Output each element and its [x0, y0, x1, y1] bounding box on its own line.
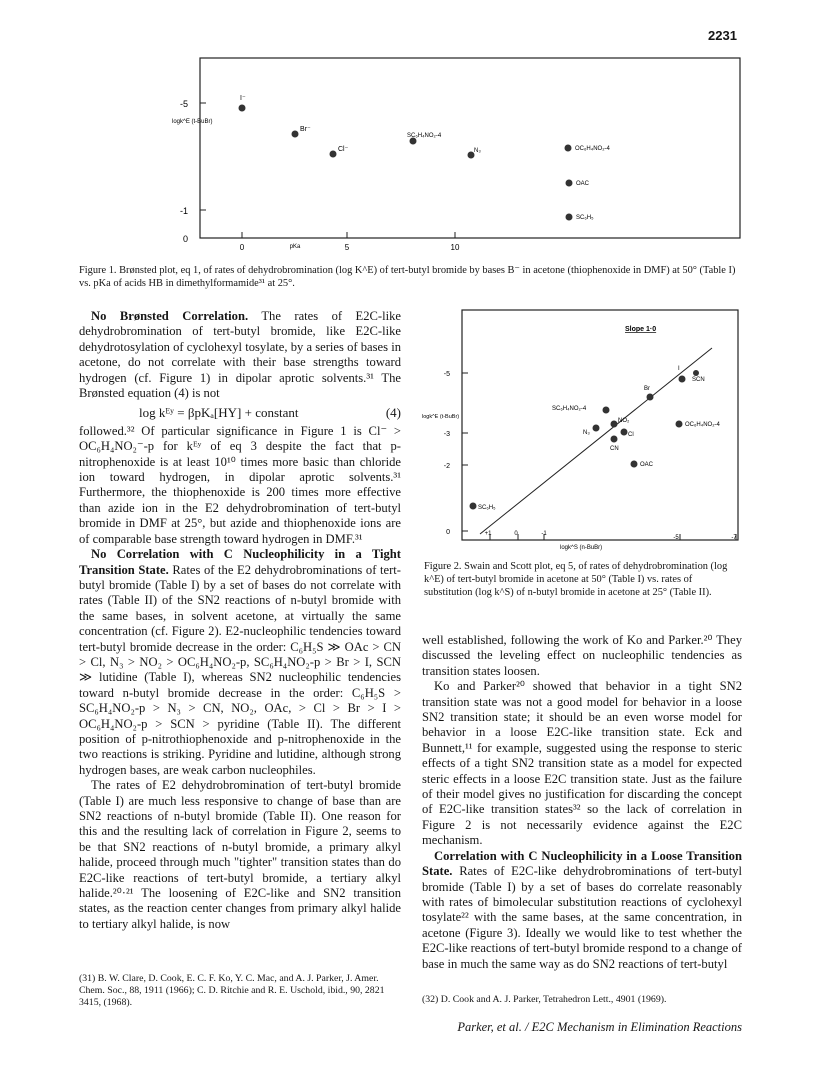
fig1-point [239, 95, 246, 112]
right-column [422, 633, 742, 972]
fig2-point [611, 418, 631, 428]
figure1-caption: Figure 1. Brønsted plot, eq 1, of rates of dehydrobromination (log K^E) of tert-butyl bromide by bases B⁻ in acetone (thiophenoxide in DMF) at 50° (Table I) vs. pKa of acids HB in dimethylformamide³¹ at 25°. [79, 265, 736, 289]
paragraph: The rates of E2 dehydrobromination of tert-butyl bromide (Table I) are much less responsive to change of base than are SN2 reactions of n-butyl bromide (Table II). One reason for this and the resulting lack of correlation in Figure 2, seems to be that SN2 reactions of n-butyl bromide, a primary alkyl halide, proceed through much "tighter" transition states than do E2C-like reactions of tert-butyl bromide, a tertiary alkyl halide.²⁰·²¹ The loosening of E2C-like and SN2 transition states, as the reaction center changes from primary alkyl halide to tertiary alkyl halide, is now [79, 778, 401, 931]
paragraph: Rates of the E2 dehydrobrominations of tert-butyl bromide (Table I) by a set of bases do not correlate with rates (Table II) of the SN2 reactions of n-butyl bromide with the same bases, in solvent acetone, at virtually the same concentration (cf. Figure 2). E2-nucleophilic tendencies toward tert-butyl bromide decrease in the order: C₆H₅S ≫ OAc > CN > Cl, N₃ > NO₂ > OC₆H₄NO₂-p, SC₆H₄NO₂-p > Br > I, SCN ≫ lutidine (Table I), whereas SN2 nucleophilic tendencies toward n-butyl bromide decrease in the order: C₆H₅S > SC₆H₄NO₂-p > N₃ > CN, NO₂, OAc, > Cl > Br > I > OC₆H₄NO₂-p > SCN > pyridine (Table II). The different position of p-nitrothiophenoxide and p-nitrophenoxide in the two reactions is striking. Pyridine and lutidine, although strong hydrogen bases, are weak carbon nucleophiles. [79, 562, 401, 777]
equation-text: log kᴱʸ = βpKₐ[HY] + constant [139, 405, 299, 421]
fig2-point [692, 370, 705, 383]
fig2-slope-label: Slope 1·0 [625, 326, 657, 333]
svg-text:Br⁻: Br⁻ [300, 126, 311, 133]
svg-text:OC₆H₄NO₂-4: OC₆H₄NO₂-4 [685, 422, 720, 428]
svg-text:OAC: OAC [640, 462, 654, 468]
fig1-point [565, 145, 611, 153]
figure1-plot [170, 52, 750, 257]
fig1-point [566, 180, 590, 188]
svg-text:SCN: SCN [692, 377, 705, 383]
section-heading: No Brønsted Correlation. [91, 309, 249, 323]
footnote-31: (31) B. W. Clare, D. Cook, E. C. F. Ko, Y. C. Mac, and A. J. Parker, J. Amer. Chem. Soc., 88, 1911 (1966); C. D. Ritchie and R. E. Uschold, ibid., 90, 2821 3415, (1968). [79, 973, 385, 1008]
fig1-ytick: -1 [179, 206, 188, 216]
fig2-ytick: -5 [443, 371, 450, 378]
fig2-xtick: 0 [514, 531, 518, 537]
figure2-caption: Figure 2. Swain and Scott plot, eq 5, of rates of dehydrobromination (log k^E) of tert-butyl bromide in acetone at 50° (Table I) vs. rates of substitution (log k^S) of n-butyl bromide in acetone at 25° (Table II). [424, 561, 728, 598]
fig1-point [566, 214, 595, 222]
section-heading: Correlation with C Nucleophilicity in a Loose Transition State. [422, 848, 742, 879]
fig2-point [644, 386, 654, 401]
footnote-32: (32) D. Cook and A. J. Parker, Tetrahedron Lett., 4901 (1969). [422, 994, 667, 1005]
fig1-point [468, 148, 482, 159]
fig1-ylabel: logk^E (t-BuBr) [172, 119, 213, 125]
fig2-ytick: -2 [443, 463, 450, 470]
fig2-xtick: -1 [541, 531, 547, 537]
equation-4 [79, 401, 401, 423]
svg-text:OC₆H₄NO₂-4: OC₆H₄NO₂-4 [575, 146, 610, 152]
paragraph: well established, following the work of Ko and Parker.²⁰ They discussed the leveling effect on nucleophilic tendencies as transition states loosen. [422, 633, 742, 678]
fig1-ytick: 0 [182, 234, 188, 244]
fig2-xtick: -5 [673, 535, 679, 541]
fig2-point [610, 436, 619, 453]
equation-number: (4) [385, 405, 401, 421]
fig1-xtick: 0 [239, 243, 245, 252]
svg-text:SC₆H₅: SC₆H₅ [576, 215, 594, 221]
section-heading: No Correlation with C Nucleophilicity in a Tight Transition State. [79, 547, 401, 577]
svg-text:SC₆H₄NO₂-4: SC₆H₄NO₂-4 [407, 133, 442, 139]
svg-text:N₃: N₃ [583, 430, 590, 436]
paragraph: Rates of E2C-like dehydrobrominations of tert-butyl bromide (Table I) by a set of bases do correlate reasonably with rates of bimolecular substitution reactions of cyclohexyl tosylate²² with the same bases, at the same concentration, in acetone (Figure 3). Ideally we would like to test whether the E2C-like reactions of tert-butyl bromide respond to a change of base in much the same way as do SN2 reactions of tert-butyl [422, 864, 742, 971]
fig2-point [621, 429, 634, 439]
fig2-point [676, 421, 721, 429]
svg-text:Br: Br [644, 386, 650, 392]
fig2-ylabel: logk^E (t-BuBr) [422, 414, 460, 420]
svg-text:Cl⁻: Cl⁻ [338, 146, 349, 153]
fig2-ytick: -3 [443, 431, 450, 438]
fig1-ytick: -5 [179, 99, 188, 109]
fig1-xtick: 5 [344, 243, 350, 252]
fig1-point [330, 146, 349, 158]
fig2-xlabel: logk^S (n-BuBr) [560, 545, 603, 551]
svg-text:CN: CN [610, 446, 619, 452]
running-footer: Parker, et al. / E2C Mechanism in Elimination Reactions [457, 1020, 742, 1034]
left-column [79, 309, 401, 932]
fig2-ytick: 0 [446, 529, 450, 536]
svg-text:I⁻: I⁻ [240, 95, 246, 102]
svg-text:SC₆H₄NO₂-4: SC₆H₄NO₂-4 [552, 406, 587, 412]
fig2-point [583, 425, 600, 437]
svg-text:SC₆H₅: SC₆H₅ [478, 505, 496, 511]
paragraph: followed.³² Of particular significance in Figure 1 is Cl⁻ > OC₆H₄NO₂⁻-p for kᴱʸ of eq 3 despite the fact that p-nitrophenoxide is at least 10¹⁰ times more basic than chloride ion toward hydrogen, in dipolar aprotic solvents.³¹ Furthermore, the thiophenoxide is 200 times more effective than azide ion in the E2 dehydrobromination of tert-butyl bromide in DMF at 25°, but azide and thiophenoxide ions are of comparable base strength toward hydrogen in DMF.³¹ [79, 423, 401, 546]
paragraph: Ko and Parker²⁰ showed that behavior in a tight SN2 transition state was not a good model for behavior in a loose SN2 transition state; it should be an even worse model for behavior in a loose E2C-like transition state. Eck and Bunnett,¹¹ for example, suggested using the response to steric effects of a tight SN2 transition state as a model for expected steric effects in a loose E2C transition state. Just as the failure of their model gives no justification for discarding the concept of E2C-like transition states³² so the lack of correlation in Figure 2 is not necessarily evidence against the E2C mechanism. [422, 679, 742, 848]
fig2-point [631, 461, 654, 469]
page-number: 2231 [708, 28, 737, 43]
fig2-point [552, 406, 610, 414]
paragraph: The rates of E2C-like dehydrobromination of tert-butyl bromide, like E2C-like dehydrotosylation of cyclohexyl tosylate, by a series of bases in acetone, do not correlate with their base strengths toward hydrogen (cf. Figure 1) in dipolar aprotic solvents.³¹ The Brønsted equation (4) is not [79, 309, 401, 401]
fig1-point [407, 133, 442, 145]
figure2-plot [420, 306, 742, 556]
svg-text:NO₂: NO₂ [618, 418, 630, 424]
fig1-xlabel: pKa [289, 244, 301, 250]
svg-text:N₃: N₃ [474, 148, 481, 154]
svg-text:OAC: OAC [576, 181, 590, 187]
fig2-point [470, 503, 497, 512]
svg-text:Cl: Cl [628, 432, 634, 438]
fig2-xtick: -7 [731, 535, 737, 541]
fig1-xtick: 10 [450, 243, 460, 252]
svg-text:I: I [678, 366, 680, 372]
fig2-xtick: +1 [484, 531, 492, 537]
fig1-point [292, 126, 312, 138]
